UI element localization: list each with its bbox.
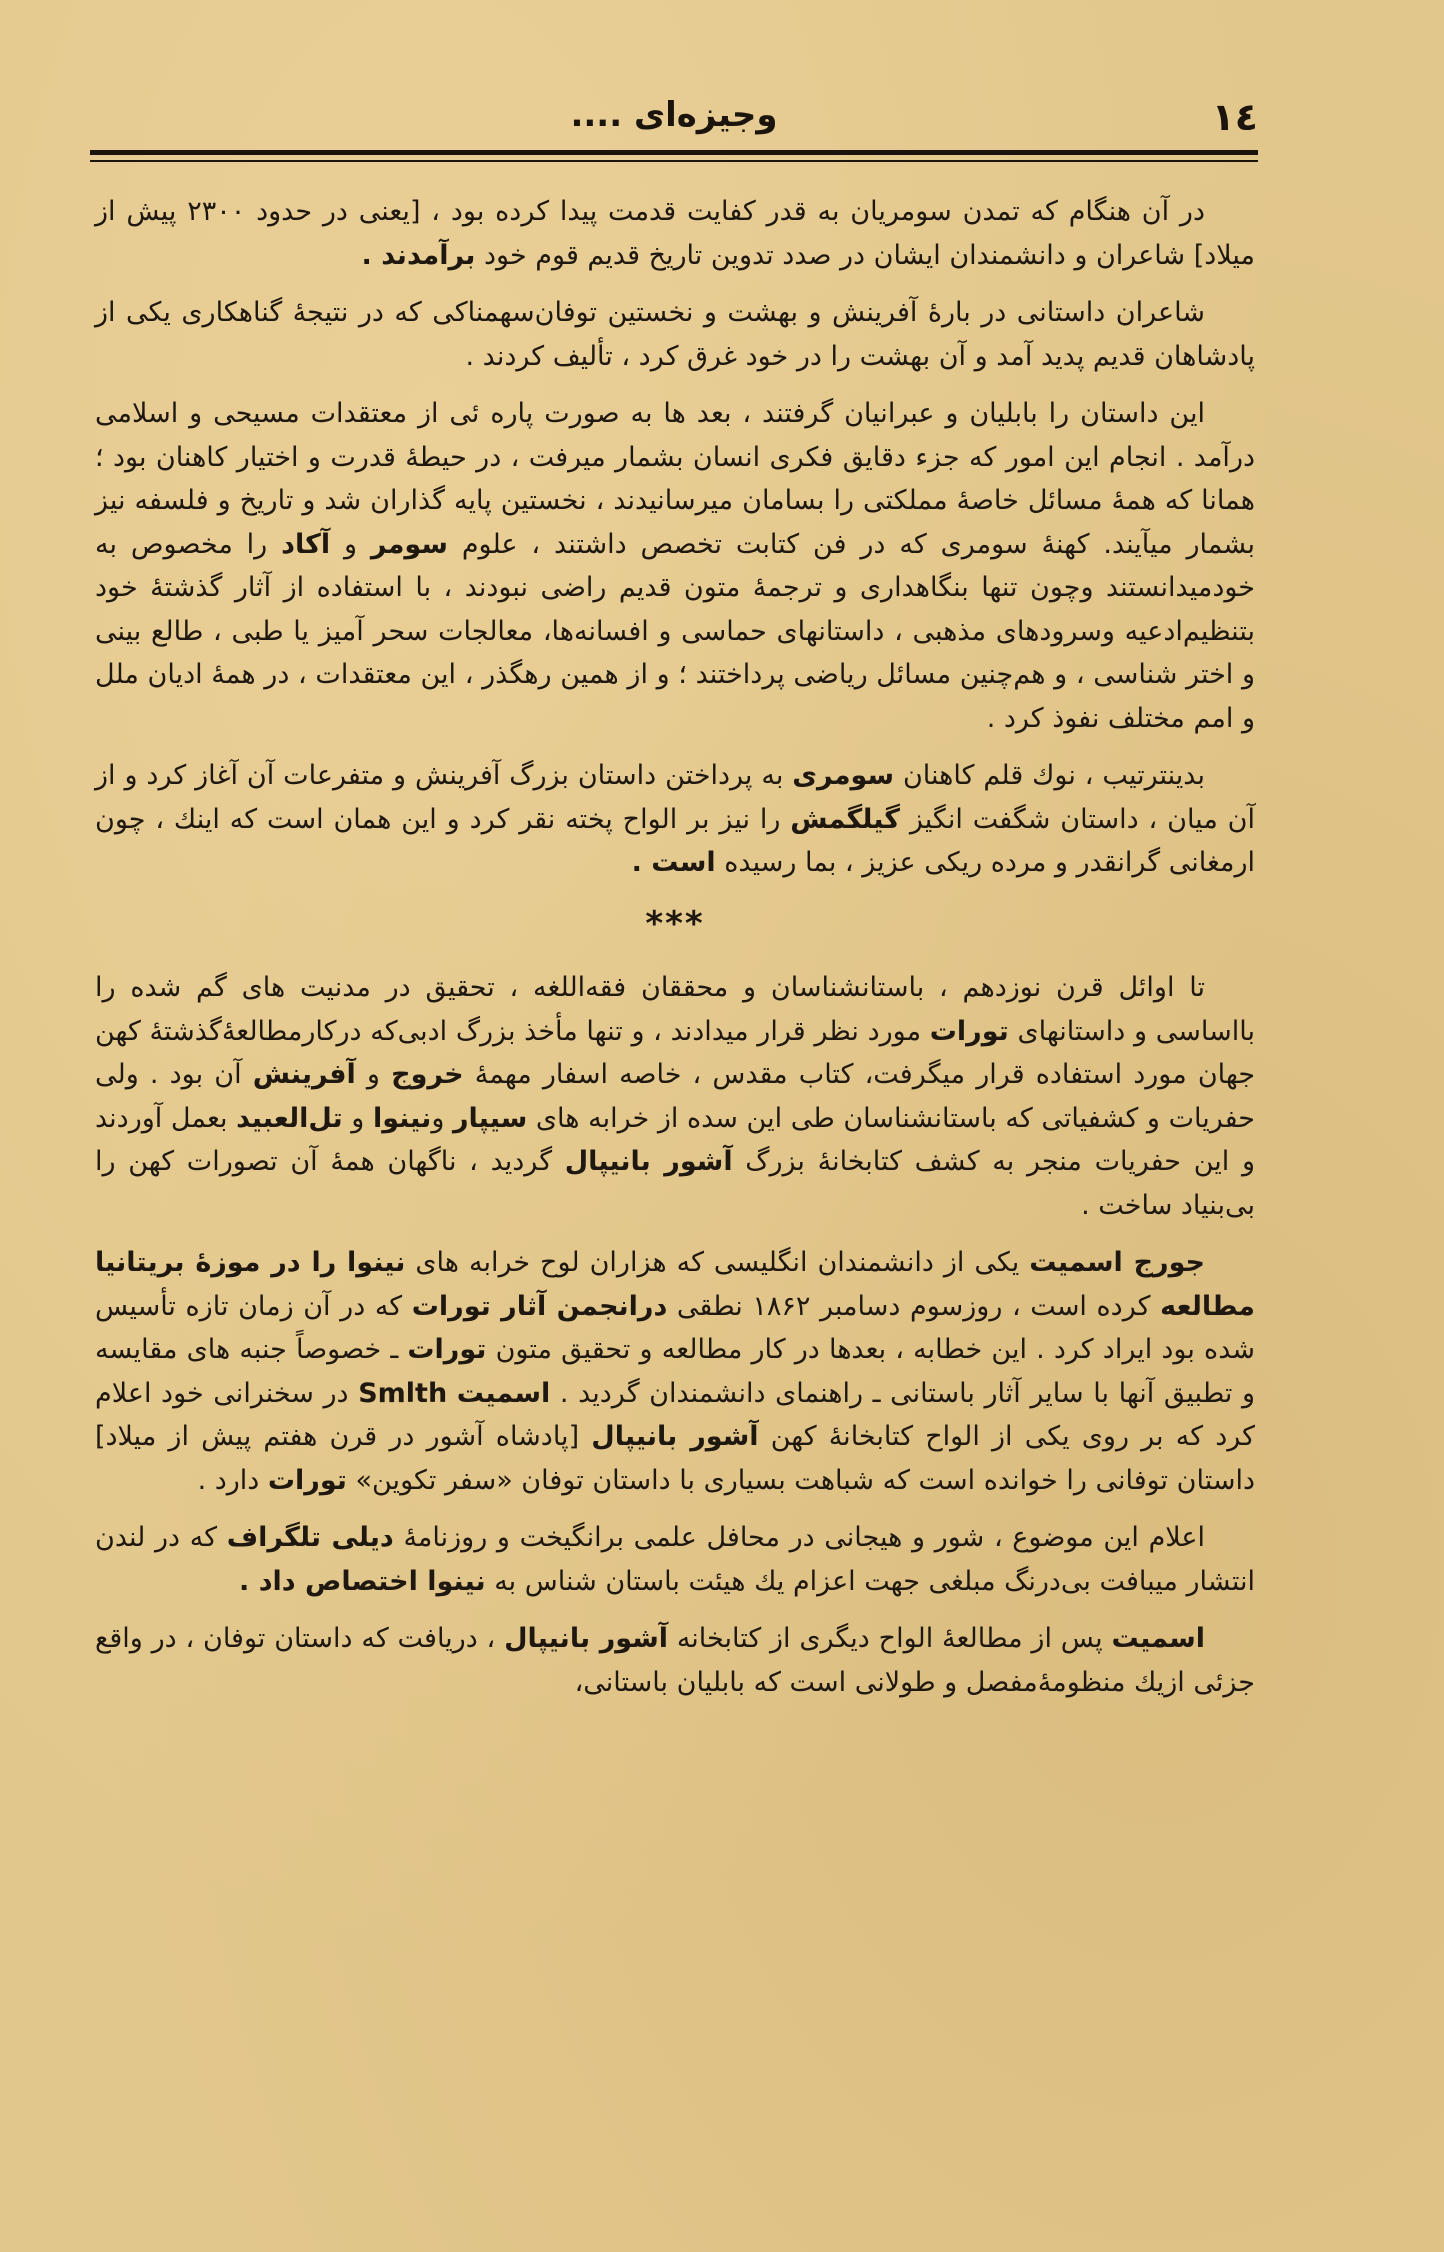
bold-term: سومر [370, 528, 448, 560]
bold-term: برآمدند . [361, 239, 476, 271]
bold-term: اسمیت [1111, 1623, 1206, 1654]
section-divider: *** [645, 903, 705, 944]
bold-term: آفرینش [252, 1059, 356, 1090]
paragraph [95, 966, 1255, 1227]
bold-term: درانجمن آثار تورات [411, 1290, 668, 1322]
running-title: وجیزه‌ای .... [570, 95, 778, 135]
text-run: مورد نظر قرار میدادند ، و تنها مأخذ بزرگ ادبی‌که درکارمطالعهٔ‌گذشتهٔ کهن جهان مورد استفاده قرار میگرفت، کتاب مقدس ، خاصه اسفار مهمهٔ [95, 1015, 1256, 1090]
text-run: کرده است ، روزسوم دسامبر ۱۸۶۲ نطقی [667, 1290, 1161, 1322]
bold-term: نینوا [372, 1102, 432, 1134]
bold-term: آشور بانیپال [504, 1623, 669, 1654]
text-run: و [355, 1059, 392, 1090]
paragraph [95, 1241, 1255, 1502]
text-run: را مخصوص به خودمیدانستند وچون تنها بنگاهداری و ترجمهٔ متون قدیم راضی نبودند ، با استفاده از آثار گذشتهٔ خود بتنظیم‌ادعیه وسرودهای مذهبی ، داستانهای حماسی و افسانه‌ها، معالجات سحر آمیز یا طبی ، طالع بینی و اختر شناسی ، و هم‌چنین مسائل ریاضی پرداختند ؛ و از همین رهگذر ، این معتقدات ، در همهٔ ادیان ملل و امم مختلف نفوذ کرد . [95, 528, 1255, 734]
text-run: به پرداختن داستان بزرگ آفرینش و متفرعات آن آغاز کرد و از آن میان ، داستان شگفت انگیز [95, 760, 1256, 835]
text-run: [پادشاه آشور در قرن هفتم پیش از میلاد] داستان توفانی را خوانده است که شباهت بسیاری با داستان توفان «سفر تکوین» [95, 1421, 1255, 1496]
text-run: پس از مطالعهٔ الواح دیگری از کتابخانه [668, 1623, 1112, 1654]
bold-term: سیپار [453, 1102, 528, 1134]
text-run: شاعران داستانی در بارهٔ آفرینش و بهشت و نخستین توفان‌سهمناکی که در نتیجهٔ گناهکاری یکی از پادشاهان قدیم پدید آمد و آن بهشت را در خود غرق کرد ، تألیف کردند . [95, 297, 1255, 372]
paragraph [95, 1617, 1255, 1704]
bold-term: نینوا را در موزهٔ بریتانیا مطالعه [95, 1247, 1255, 1322]
bold-term: اسمیت [456, 1377, 551, 1409]
text-run: ـ خصوصاً جنبه های مقایسه و تطبیق آنها با سایر آثار باستانی ـ راهنمای دانشمندان گردید . [95, 1334, 1255, 1409]
text-run: ، دریافت که داستان توفان ، در واقع جزئی ازیك منظومهٔ‌مفصل و طولانی است که بابلیان باستانی، [95, 1623, 1255, 1698]
bold-term: Smlth [358, 1377, 448, 1409]
bold-term: تورات [407, 1334, 487, 1365]
page-number: ١٤ [1211, 95, 1258, 139]
text-run: اعلام این موضوع ، شور و هیجانی در محافل علمی برانگیخت و روزنامهٔ [393, 1522, 1206, 1553]
page-header [90, 95, 1258, 155]
text-run: تا اوائل قرن نوزدهم ، باستانشناسان و محققان فقه‌اللغه ، تحقیق در مدنیت های گم شده را بااساسی و داستانهای [95, 972, 1255, 1047]
text-run: را نیز بر الواح پخته نقر کرد و این همان است که اینك ، چون ارمغانی گرانقدر و مرده ریکی عزیز ، بما رسیده [95, 803, 1255, 878]
text-run: بدینترتیب ، نوك قلم کاهنان [894, 760, 1205, 791]
bold-term: تورات [929, 1015, 1009, 1047]
header-rule-thick [90, 150, 1258, 155]
bold-term: نینوا اختصاص داد . [239, 1565, 486, 1597]
bold-term: خروج [391, 1059, 464, 1090]
bold-term: آشور بانیپال [591, 1421, 759, 1452]
text-run [447, 1378, 457, 1409]
bold-term: آکاد [281, 528, 331, 560]
text-run: این داستان را بابلیان و عبرانیان گرفتند ، بعد ها به صورت پاره ئی از معتقدات مسیحی و اسلامی درآمد . انجام این امور که جزء دقایق فکری انسان بشمار میرفت ، در حیطهٔ قدرت و اختیار کاهنان بود ؛ همانا که همهٔ مسائل خاصهٔ مملکتی را بسامان میرسانیدند ، نخستین پایه گذاران شد و تاریخ و فلسفه نیز بشمار میآیند. کهنهٔ سومری که در فن کتابت تخصص داشتند ، علوم [95, 398, 1255, 560]
text-run: در آن هنگام که تمدن سومریان به قدر کفایت قدمت پیدا کرده بود ، [یعنی در حدود ۲۳۰۰ پیش از میلاد] شاعران و دانشمندان ایشان در صدد تدوین تاریخ قدیم قوم خود [95, 196, 1255, 271]
paragraph [95, 291, 1255, 378]
bold-term: جورج اسمیت [1029, 1247, 1205, 1278]
header-rule-thin [90, 160, 1258, 162]
text-run: گردید ، ناگهان همهٔ آن تصورات کهن را بی‌بنیاد ساخت . [95, 1146, 1255, 1221]
text-run: که در لندن انتشار میبافت بی‌درنگ مبلغی جهت اعزام یك هیئت باستان شناس به [95, 1522, 1255, 1597]
text-run: و [330, 528, 371, 560]
bold-term: آشور بانیپال [564, 1146, 733, 1177]
bold-term: دیلی تلگراف [226, 1522, 394, 1553]
text-run: آن بود . ولی حفریات و کشفیاتی که باستانشناسان طی این سده از خرابه های [95, 1059, 1255, 1134]
text-run: بعمل آوردند و این حفریات منجر به کشف کتابخانهٔ بزرگ [95, 1102, 1256, 1177]
text-run: که در آن زمان تازه تأسیس شده بود ایراد کرد . این خطابه ، بعدها در کار مطالعه و تحقیق متون [95, 1290, 1255, 1365]
text-run: و [431, 1102, 453, 1134]
bold-term: است . [631, 847, 716, 878]
text-run: و [342, 1102, 373, 1134]
bold-term: گیلگمش [790, 803, 900, 835]
paragraph [95, 1516, 1255, 1603]
text-run: دارد . [197, 1464, 268, 1496]
text-run: در سخنرانی خود اعلام کرد که بر روی یکی از الواح کتابخانهٔ کهن [95, 1377, 1255, 1452]
text-run: یکی از دانشمندان انگلیسی که هزاران لوح خرابه های [405, 1247, 1030, 1278]
paragraph [95, 754, 1255, 885]
bold-term: تورات [267, 1464, 347, 1496]
body-text [95, 190, 1255, 1718]
paragraph [95, 190, 1255, 277]
paragraph [95, 392, 1255, 740]
bold-term: تل‌العبید [236, 1102, 343, 1134]
bold-term: سومری [792, 760, 895, 791]
